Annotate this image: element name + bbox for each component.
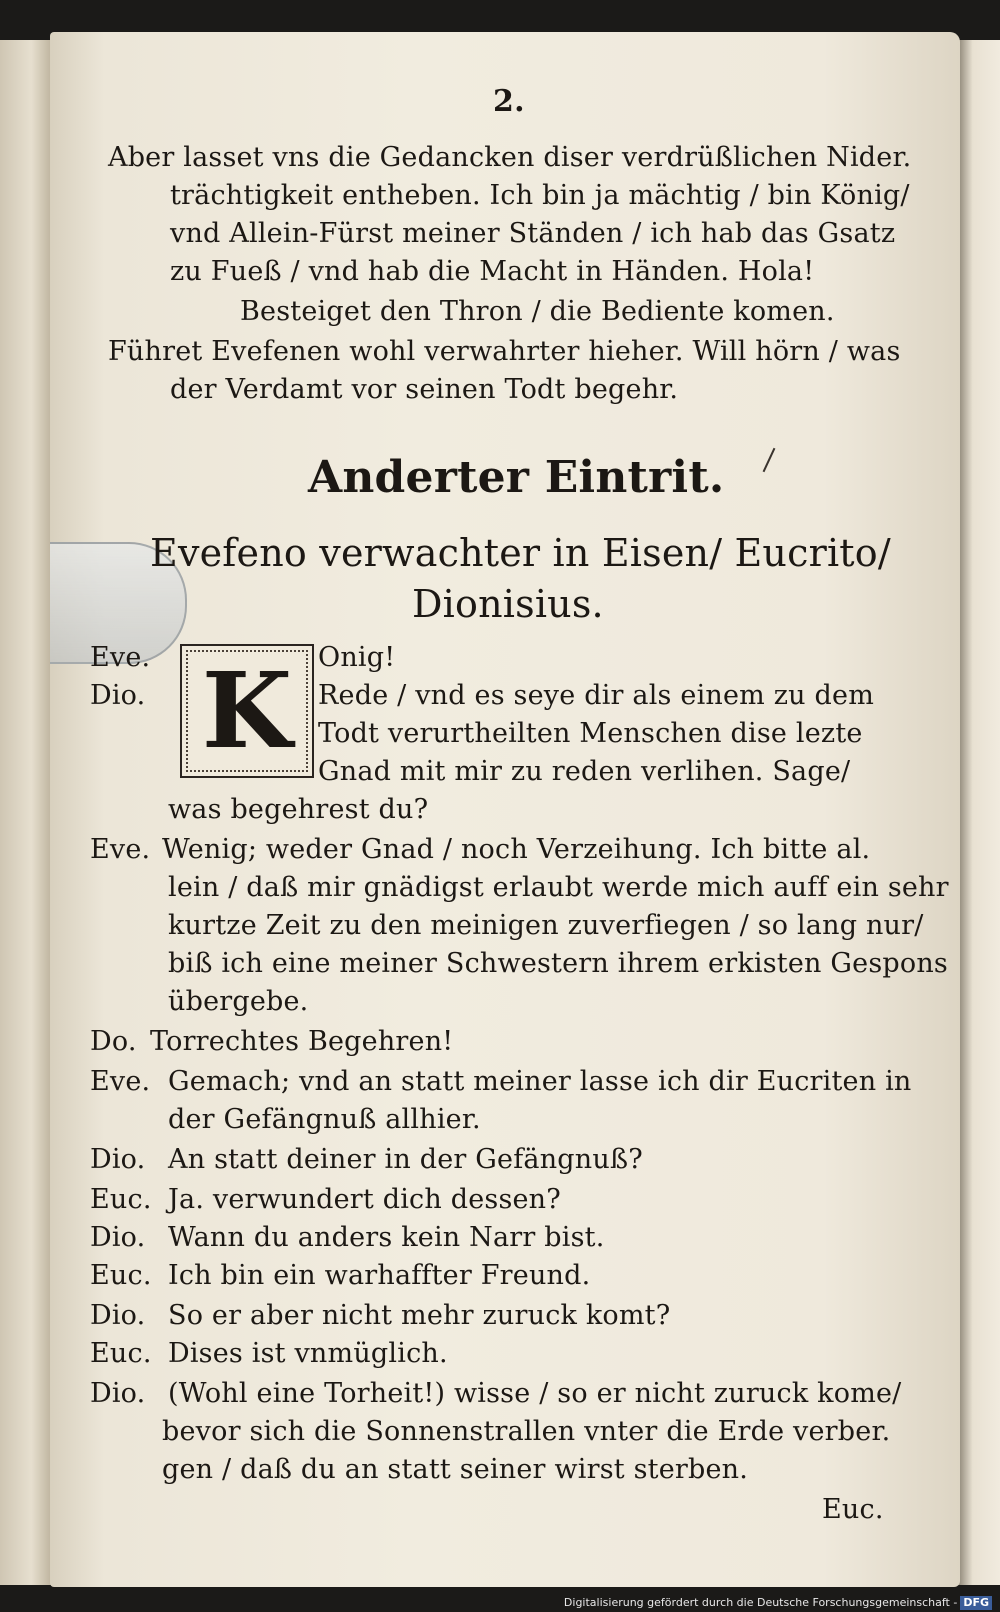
credit-text: Digitalisierung gefördert durch die Deutsche Forschungsgemeinschaft -: [563, 1596, 958, 1609]
speaker-label: Eve.: [90, 1066, 151, 1097]
text-line: der Verdamt vor seinen Todt begehr.: [170, 374, 679, 405]
dialogue-text: bevor sich die Sonnenstrallen vnter die Erde verber.: [162, 1416, 891, 1447]
dialogue-text: Ja. verwundert dich dessen?: [168, 1184, 561, 1215]
dialogue-text: Torrechtes Begehren!: [150, 1026, 454, 1057]
speaker-label: Euc.: [90, 1260, 152, 1291]
speaker-label: Euc.: [90, 1184, 152, 1215]
dialogue-text: Rede / vnd es seye dir als einem zu dem: [318, 680, 875, 711]
dfg-logo: DFG: [960, 1596, 992, 1610]
speaker-label: Dio.: [90, 1222, 146, 1253]
dialogue-text: kurtze Zeit zu den meinigen zuverfiegen / so lang nur/: [168, 910, 924, 941]
dialogue-text: der Gefängnuß allhier.: [168, 1104, 481, 1135]
speaker-label: Dio.: [90, 680, 146, 711]
dialogue-text: Todt verurtheilten Menschen dise lezte: [318, 718, 863, 749]
dialogue-text: gen / daß du an statt seiner wirst sterben.: [162, 1454, 749, 1485]
text-line: Führet Evefenen wohl verwahrter hieher. Will hörn / was: [108, 336, 901, 367]
speaker-label: Eve.: [90, 642, 151, 673]
dialogue-text: Gemach; vnd an statt meiner lasse ich dir Eucriten in: [168, 1066, 912, 1097]
text-line: vnd Allein-Fürst meiner Ständen / ich hab das Gsatz: [170, 218, 896, 249]
speaker-label: Eve.: [90, 834, 151, 865]
text-line: Aber lasset vns die Gedancken diser verdrüßlichen Nider.: [108, 142, 912, 173]
speaker-label: Dio.: [90, 1144, 146, 1175]
pencil-mark: [763, 448, 776, 472]
dialogue-text: was begehrest du?: [168, 794, 429, 825]
catchword: Euc.: [822, 1494, 884, 1525]
page-number: 2.: [493, 84, 525, 119]
digitization-credit: [564, 1596, 992, 1610]
drop-cap-letter: K: [201, 649, 293, 772]
dialogue-text: Ich bin ein warhaffter Freund.: [168, 1260, 591, 1291]
speaker-label: Do.: [90, 1026, 137, 1057]
dialogue-text: Gnad mit mir zu reden verlihen. Sage/: [318, 756, 851, 787]
book-page: [50, 32, 960, 1587]
dialogue-text: Wann du anders kein Narr bist.: [168, 1222, 605, 1253]
dialogue-text: lein / daß mir gnädigst erlaubt werde mich auff ein sehr: [168, 872, 949, 903]
dialogue-text: (Wohl eine Torheit!) wisse / so er nicht zuruck kome/: [168, 1378, 902, 1409]
scan-left-edge: [0, 40, 52, 1585]
scan-right-edge: [958, 40, 1000, 1585]
dialogue-text: Wenig; weder Gnad / noch Verzeihung. Ich bitte al.: [162, 834, 871, 865]
scene-heading: Anderter Eintrit.: [308, 452, 725, 503]
dialogue-text: Onig!: [318, 642, 396, 673]
drop-cap-initial: [180, 644, 314, 778]
cast-line: Evefeno verwachter in Eisen/ Eucrito/: [150, 531, 891, 575]
dialogue-text: An statt deiner in der Gefängnuß?: [168, 1144, 643, 1175]
text-line: trächtigkeit entheben. Ich bin ja mächtig / bin König/: [170, 180, 910, 211]
dialogue-text: So er aber nicht mehr zuruck komt?: [168, 1300, 671, 1331]
speaker-label: Euc.: [90, 1338, 152, 1369]
speaker-label: Dio.: [90, 1378, 146, 1409]
cast-line: Dionisius.: [412, 582, 604, 626]
speaker-label: Dio.: [90, 1300, 146, 1331]
text-line: Besteiget den Thron / die Bediente komen.: [240, 296, 835, 327]
dialogue-text: übergebe.: [168, 986, 309, 1017]
dialogue-text: Dises ist vnmüglich.: [168, 1338, 448, 1369]
dialogue-text: biß ich eine meiner Schwestern ihrem erkisten Gespons: [168, 948, 948, 979]
text-line: zu Fueß / vnd hab die Macht in Händen. Hola!: [170, 256, 815, 287]
